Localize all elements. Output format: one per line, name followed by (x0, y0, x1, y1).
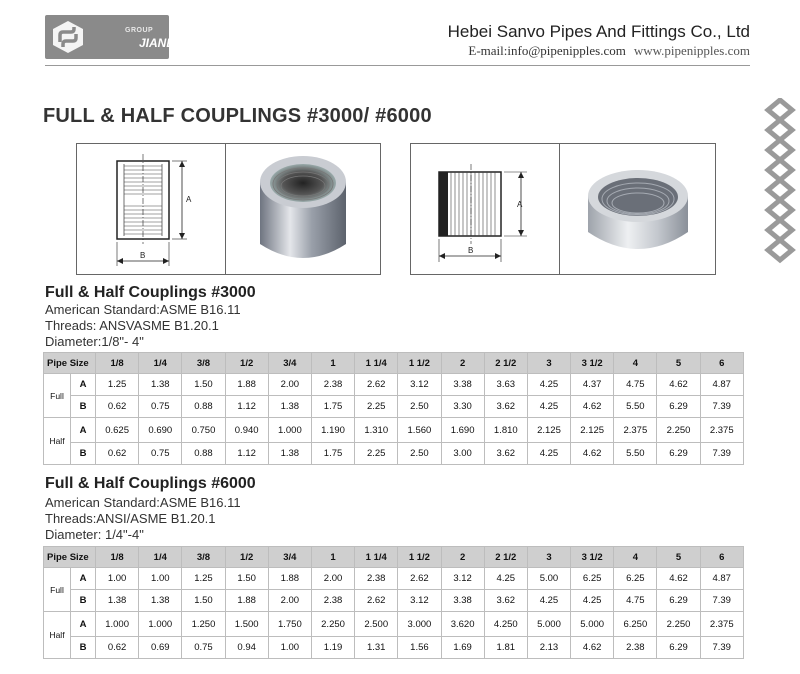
value-cell: 1.250 (182, 612, 225, 637)
pipe-size-column: 3/8 (182, 353, 225, 374)
value-cell: 2.00 (268, 374, 311, 396)
pipe-size-column: 3/4 (268, 353, 311, 374)
value-cell: 0.62 (96, 443, 139, 465)
dim-b-label: B (468, 246, 474, 255)
logo-brand-text: JIANDA (139, 36, 184, 50)
value-cell: 3.63 (484, 374, 527, 396)
pipe-size-column: 1 1/2 (398, 547, 441, 568)
value-cell: 3.30 (441, 396, 484, 418)
full-coupling-photo (226, 144, 380, 274)
value-cell: 1.38 (139, 590, 182, 612)
value-cell: 1.75 (311, 443, 354, 465)
value-cell: 1.38 (96, 590, 139, 612)
value-cell: 7.39 (700, 590, 743, 612)
standard-text-6000: American Standard:ASME B16.11 (45, 495, 241, 510)
dimension-cell: A (71, 374, 96, 396)
header-divider (45, 65, 750, 66)
value-cell: 4.75 (614, 590, 657, 612)
pipe-size-column: 1/4 (139, 353, 182, 374)
value-cell: 2.38 (355, 568, 398, 590)
contact-line (468, 43, 750, 59)
value-cell: 6.29 (657, 590, 700, 612)
value-cell: 0.75 (139, 396, 182, 418)
value-cell: 0.88 (182, 396, 225, 418)
value-cell: 1.75 (311, 396, 354, 418)
pipe-size-column: 1/2 (225, 547, 268, 568)
value-cell: 1.56 (398, 637, 441, 659)
diameter-text-3000: Diameter:1/8"- 4" (45, 334, 144, 349)
value-cell: 5.50 (614, 443, 657, 465)
pipe-size-column: 3/8 (182, 547, 225, 568)
value-cell: 2.25 (355, 396, 398, 418)
value-cell: 1.88 (268, 568, 311, 590)
value-cell: 0.69 (139, 637, 182, 659)
value-cell: 1.000 (268, 418, 311, 443)
value-cell: 2.62 (355, 590, 398, 612)
section-title-3000: Full & Half Couplings #3000 (45, 284, 256, 301)
table-row (44, 443, 744, 465)
pipe-size-column: 3 (527, 547, 570, 568)
pipe-size-column: 2 (441, 353, 484, 374)
table-row (44, 418, 744, 443)
dimension-cell: B (71, 590, 96, 612)
table-row (44, 590, 744, 612)
value-cell: 1.81 (484, 637, 527, 659)
value-cell: 6.29 (657, 396, 700, 418)
value-cell: 1.88 (225, 374, 268, 396)
dimension-cell: B (71, 396, 96, 418)
value-cell: 4.62 (657, 568, 700, 590)
dim-a-label: A (186, 195, 192, 204)
value-cell: 4.250 (484, 612, 527, 637)
value-cell: 1.000 (96, 612, 139, 637)
table-row (44, 374, 744, 396)
value-cell: 2.375 (700, 612, 743, 637)
pipe-size-column: 6 (700, 547, 743, 568)
value-cell: 7.39 (700, 443, 743, 465)
value-cell: 3.62 (484, 590, 527, 612)
value-cell: 1.190 (311, 418, 354, 443)
value-cell: 1.310 (355, 418, 398, 443)
value-cell: 1.38 (139, 374, 182, 396)
value-cell: 2.62 (398, 568, 441, 590)
value-cell: 2.62 (355, 374, 398, 396)
value-cell: 4.25 (484, 568, 527, 590)
value-cell: 3.000 (398, 612, 441, 637)
value-cell: 6.250 (614, 612, 657, 637)
value-cell: 3.620 (441, 612, 484, 637)
value-cell: 1.810 (484, 418, 527, 443)
diameter-text-6000: Diameter: 1/4"-4" (45, 527, 144, 542)
value-cell: 4.25 (527, 590, 570, 612)
value-cell: 2.38 (311, 374, 354, 396)
pipe-size-column: 2 1/2 (484, 547, 527, 568)
threads-text-3000: Threads: ANSVASME B1.20.1 (45, 318, 219, 333)
value-cell: 3.38 (441, 590, 484, 612)
spec-table-3000 (43, 352, 744, 465)
pipe-size-column: 1/8 (96, 547, 139, 568)
pipe-size-column: 5 (657, 353, 700, 374)
value-cell: 2.250 (657, 612, 700, 637)
pipe-size-column: 5 (657, 547, 700, 568)
value-cell: 4.62 (571, 396, 614, 418)
pipe-size-column: 1/4 (139, 547, 182, 568)
value-cell: 4.62 (657, 374, 700, 396)
value-cell: 2.13 (527, 637, 570, 659)
company-name: Hebei Sanvo Pipes And Fittings Co., Ltd (447, 22, 750, 41)
value-cell: 1.000 (139, 612, 182, 637)
coupling-type-cell: Half (44, 418, 71, 465)
pipe-size-column: 1/8 (96, 353, 139, 374)
dimension-cell: B (71, 637, 96, 659)
value-cell: 6.25 (614, 568, 657, 590)
pipe-size-column: 1/2 (225, 353, 268, 374)
pipe-size-column: 3 (527, 353, 570, 374)
value-cell: 1.25 (182, 568, 225, 590)
value-cell: 2.250 (311, 612, 354, 637)
value-cell: 5.000 (527, 612, 570, 637)
value-cell: 5.000 (571, 612, 614, 637)
page-title: FULL & HALF COUPLINGS #3000/ #6000 (43, 105, 432, 127)
website-link[interactable]: www.pipenipples.com (633, 43, 750, 58)
value-cell: 4.25 (527, 374, 570, 396)
value-cell: 1.50 (182, 590, 225, 612)
value-cell: 0.62 (96, 637, 139, 659)
pipe-size-header: Pipe Size (44, 353, 96, 374)
value-cell: 0.75 (182, 637, 225, 659)
value-cell: 4.62 (571, 637, 614, 659)
value-cell: 3.62 (484, 443, 527, 465)
table-row (44, 612, 744, 637)
value-cell: 6.29 (657, 443, 700, 465)
value-cell: 1.750 (268, 612, 311, 637)
value-cell: 1.50 (182, 374, 225, 396)
value-cell: 1.38 (268, 396, 311, 418)
half-coupling-photo (560, 144, 715, 274)
coupling-type-cell: Half (44, 612, 71, 659)
value-cell: 2.38 (311, 590, 354, 612)
pipe-size-column: 1 1/4 (355, 547, 398, 568)
pipe-size-column: 6 (700, 353, 743, 374)
dimension-cell: B (71, 443, 96, 465)
value-cell: 7.39 (700, 396, 743, 418)
value-cell: 2.250 (657, 418, 700, 443)
pipe-logo-icon (51, 20, 85, 54)
value-cell: 4.62 (571, 443, 614, 465)
coupling-type-cell: Full (44, 568, 71, 612)
value-cell: 1.12 (225, 396, 268, 418)
pipe-size-column: 3 1/2 (571, 353, 614, 374)
value-cell: 1.500 (225, 612, 268, 637)
pipe-size-column: 1 1/2 (398, 353, 441, 374)
spec-table-6000 (43, 546, 744, 659)
pipe-size-column: 2 (441, 547, 484, 568)
value-cell: 3.12 (441, 568, 484, 590)
table-row (44, 637, 744, 659)
value-cell: 3.00 (441, 443, 484, 465)
value-cell: 2.375 (700, 418, 743, 443)
value-cell: 2.375 (614, 418, 657, 443)
pipe-size-column: 1 (311, 547, 354, 568)
value-cell: 1.25 (96, 374, 139, 396)
standard-text-3000: American Standard:ASME B16.11 (45, 302, 241, 317)
dim-b-label: B (140, 251, 146, 260)
value-cell: 2.50 (398, 396, 441, 418)
value-cell: 4.25 (527, 443, 570, 465)
email-text: E-mail:info@pipenipples.com (468, 43, 626, 58)
value-cell: 4.25 (571, 590, 614, 612)
value-cell: 4.37 (571, 374, 614, 396)
value-cell: 1.50 (225, 568, 268, 590)
value-cell: 1.690 (441, 418, 484, 443)
value-cell: 3.12 (398, 374, 441, 396)
value-cell: 0.690 (139, 418, 182, 443)
value-cell: 2.00 (311, 568, 354, 590)
value-cell: 0.940 (225, 418, 268, 443)
coupling-type-cell: Full (44, 374, 71, 418)
value-cell: 5.00 (527, 568, 570, 590)
value-cell: 0.625 (96, 418, 139, 443)
pipe-size-column: 3/4 (268, 547, 311, 568)
threads-text-6000: Threads:ANSI/ASME B1.20.1 (45, 511, 216, 526)
pipe-size-column: 3 1/2 (571, 547, 614, 568)
logo-group-text: GROUP (125, 27, 154, 34)
value-cell: 2.50 (398, 443, 441, 465)
value-cell: 0.88 (182, 443, 225, 465)
pipe-size-column: 4 (614, 547, 657, 568)
value-cell: 2.125 (527, 418, 570, 443)
value-cell: 2.25 (355, 443, 398, 465)
decorative-chain-icon (760, 98, 800, 268)
value-cell: 2.500 (355, 612, 398, 637)
dimension-cell: A (71, 418, 96, 443)
pipe-size-column: 1 (311, 353, 354, 374)
dim-a-label: A (517, 200, 523, 209)
value-cell: 1.00 (268, 637, 311, 659)
value-cell: 4.87 (700, 374, 743, 396)
value-cell: 3.12 (398, 590, 441, 612)
value-cell: 2.38 (614, 637, 657, 659)
value-cell: 0.750 (182, 418, 225, 443)
table-header-row (44, 353, 744, 374)
value-cell: 1.69 (441, 637, 484, 659)
value-cell: 1.00 (139, 568, 182, 590)
value-cell: 1.12 (225, 443, 268, 465)
value-cell: 6.25 (571, 568, 614, 590)
table-header-row (44, 547, 744, 568)
company-logo (45, 15, 184, 59)
value-cell: 0.62 (96, 396, 139, 418)
pipe-size-column: 1 1/4 (355, 353, 398, 374)
full-coupling-figure (76, 143, 381, 275)
half-coupling-figure (410, 143, 716, 275)
dimension-cell: A (71, 568, 96, 590)
value-cell: 7.39 (700, 637, 743, 659)
value-cell: 5.50 (614, 396, 657, 418)
pipe-size-column: 2 1/2 (484, 353, 527, 374)
table-row (44, 568, 744, 590)
half-coupling-drawing (411, 144, 559, 274)
value-cell: 1.31 (355, 637, 398, 659)
value-cell: 1.560 (398, 418, 441, 443)
value-cell: 4.25 (527, 396, 570, 418)
value-cell: 1.88 (225, 590, 268, 612)
full-coupling-drawing (77, 144, 225, 274)
value-cell: 4.87 (700, 568, 743, 590)
value-cell: 0.94 (225, 637, 268, 659)
table-row (44, 396, 744, 418)
value-cell: 6.29 (657, 637, 700, 659)
section-title-6000: Full & Half Couplings #6000 (45, 475, 256, 492)
value-cell: 1.19 (311, 637, 354, 659)
dimension-cell: A (71, 612, 96, 637)
pipe-size-column: 4 (614, 353, 657, 374)
pipe-size-header: Pipe Size (44, 547, 96, 568)
value-cell: 1.38 (268, 443, 311, 465)
value-cell: 3.62 (484, 396, 527, 418)
value-cell: 2.125 (571, 418, 614, 443)
value-cell: 1.00 (96, 568, 139, 590)
value-cell: 4.75 (614, 374, 657, 396)
value-cell: 0.75 (139, 443, 182, 465)
value-cell: 2.00 (268, 590, 311, 612)
value-cell: 3.38 (441, 374, 484, 396)
